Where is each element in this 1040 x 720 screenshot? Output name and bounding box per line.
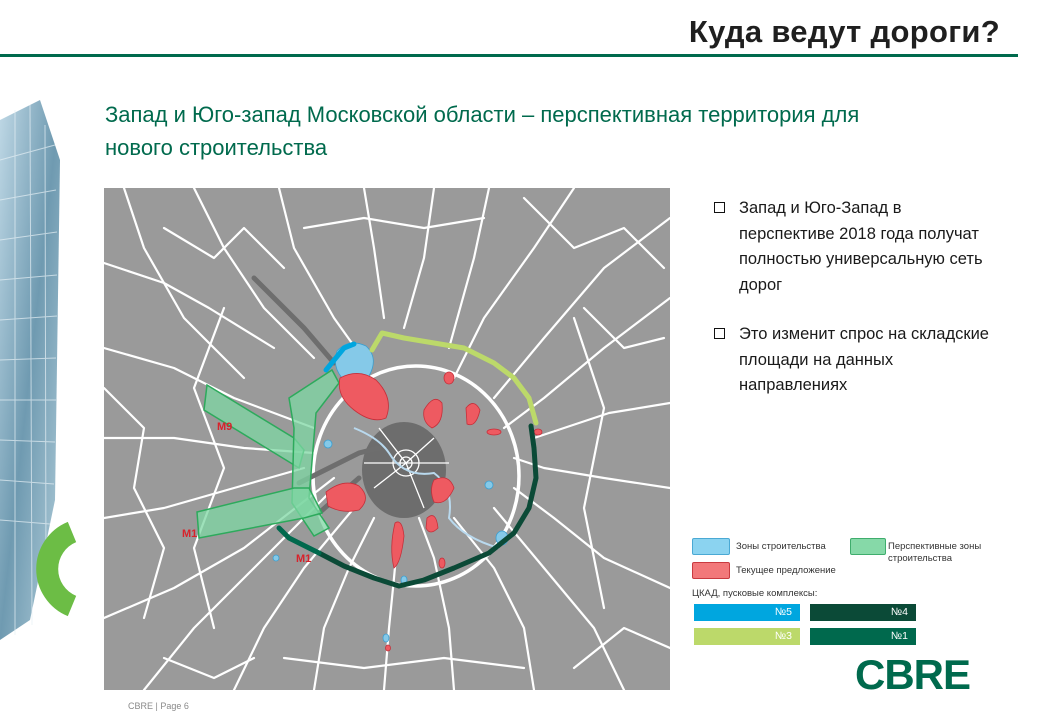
- moscow-roads-map: [104, 188, 670, 690]
- slide-subtitle: Запад и Юго-запад Московской области – перспективная территория для нового строительства: [105, 102, 860, 160]
- prospective-zone-label: Перспективные зоны строительства: [888, 541, 982, 564]
- building-decoration-image: [0, 100, 80, 640]
- ckad-title: ЦКАД, пусковые комплексы:: [692, 588, 818, 599]
- bullet-item: [712, 322, 992, 399]
- road-label-m1-right: M1: [296, 553, 312, 565]
- construction-zone-label: Зоны строительства: [736, 541, 826, 552]
- ckad-5-bar: №5: [694, 604, 800, 621]
- checkbox-bullet-icon: [714, 328, 725, 339]
- cbre-logo: CBRE: [855, 651, 971, 698]
- road-label-m9: M9: [217, 421, 233, 433]
- current-supply-swatch: [692, 562, 730, 579]
- ckad-4-bar: №4: [810, 604, 916, 621]
- road-label-m1-left: M1: [182, 528, 198, 540]
- page-footer: CBRE | Page 6: [128, 701, 189, 711]
- key-points: [712, 196, 992, 423]
- map-legend: [688, 536, 1008, 656]
- title-divider: [0, 54, 1018, 57]
- bullet-text: Это изменит спрос на складские площади на данных направлениях: [739, 325, 989, 394]
- slide-title: Куда ведут дороги?: [688, 14, 1000, 49]
- construction-zone-swatch: [692, 538, 730, 555]
- checkbox-bullet-icon: [714, 202, 725, 213]
- ckad-1-bar: №1: [810, 628, 916, 645]
- bullet-text: Запад и Юго-Запад в перспективе 2018 года получат полностью универсальную сеть дорог: [739, 199, 983, 294]
- prospective-zone-swatch: [850, 538, 886, 555]
- ckad-3-bar: №3: [694, 628, 800, 645]
- bullet-item: [712, 196, 992, 298]
- current-supply-label: Текущее предложение: [736, 565, 836, 576]
